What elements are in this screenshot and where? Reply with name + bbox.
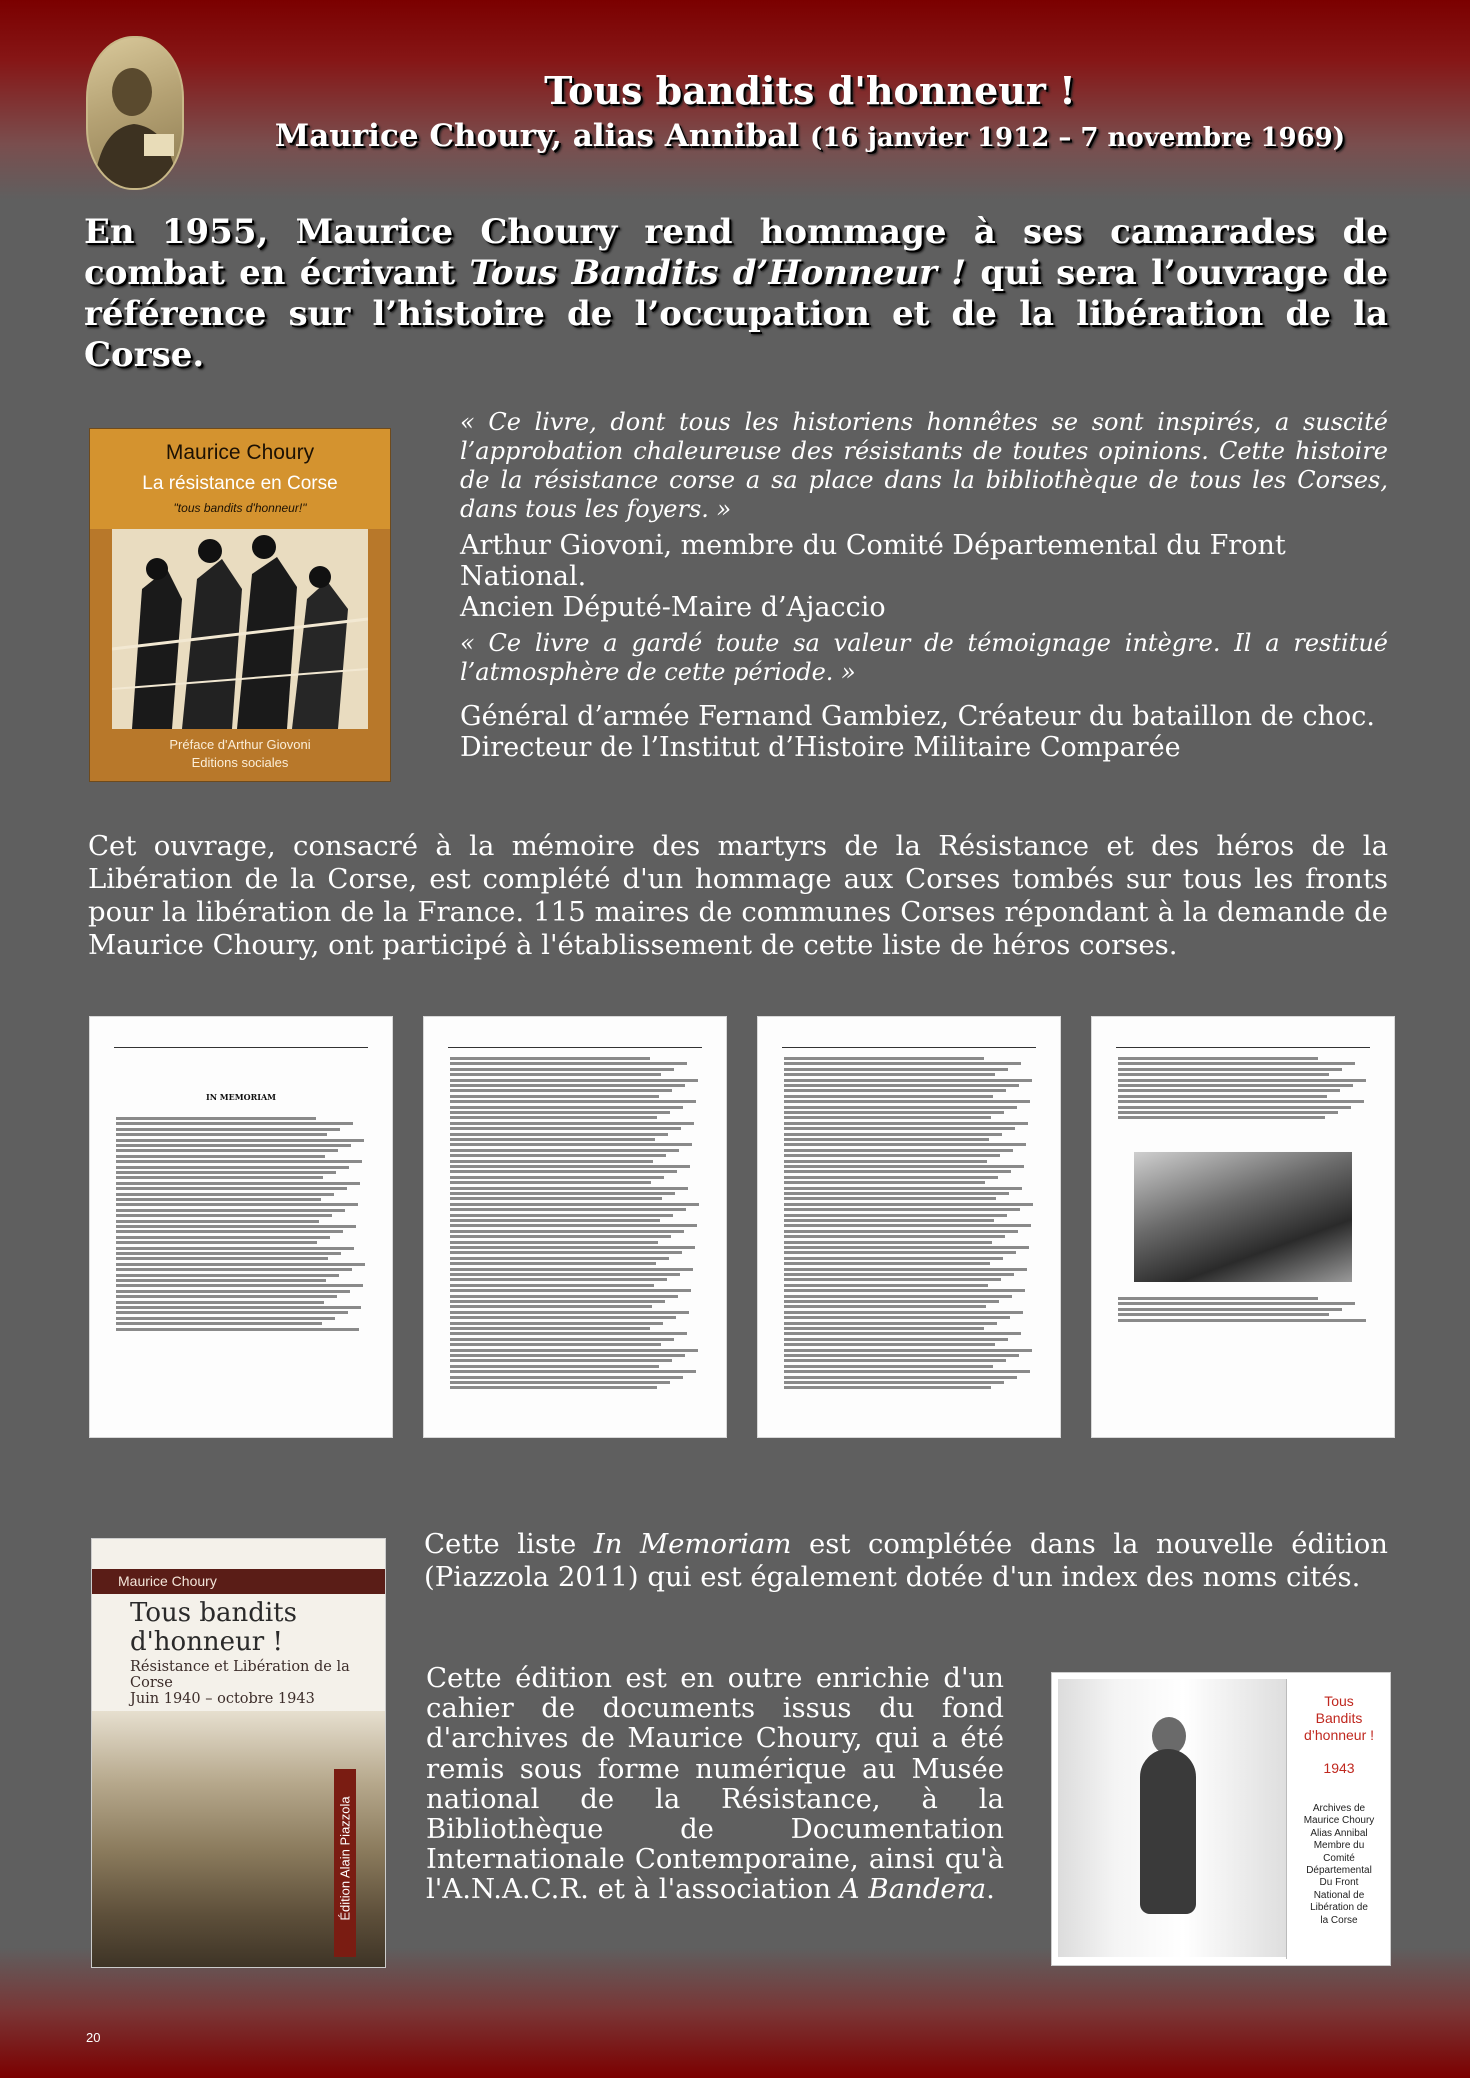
scan-text-line (450, 1068, 674, 1071)
scan-text-line (450, 1246, 695, 1249)
scan-text-line (116, 1295, 337, 1298)
scan-text-line (116, 1193, 334, 1196)
intro-text-1: En 1955, Maurice Choury rend hommage à ses camarades de combat en écrivant (84, 212, 1388, 293)
scan-text-line (784, 1192, 1009, 1195)
cover-author: Maurice Choury (165, 441, 315, 464)
scan-text-line (116, 1225, 356, 1228)
scan-text-line (450, 1370, 696, 1373)
scan-text-line (450, 1241, 658, 1244)
intro-book-title: Tous Bandits d’Honneur ! (469, 253, 967, 293)
scan-text-line (1118, 1079, 1366, 1082)
scan-text-line (116, 1122, 353, 1125)
scan-text-line (450, 1278, 667, 1281)
scan-text-line (450, 1138, 655, 1141)
scan-text-line (784, 1235, 1005, 1238)
scan-text-line (116, 1144, 351, 1147)
scan-memoriam-heading: IN MEMORIAM (205, 1092, 277, 1102)
scan-text-line (784, 1133, 1002, 1136)
scan-text-line (450, 1100, 696, 1103)
scan-text-line (116, 1322, 322, 1325)
scan-text-line (450, 1230, 684, 1233)
scan-text-line (784, 1079, 1032, 1082)
scan-text-line (784, 1197, 996, 1200)
scan-text-line (116, 1209, 345, 1212)
scan-text-line (116, 1306, 361, 1309)
scan-text-line (116, 1155, 325, 1158)
scan-text-line (784, 1116, 991, 1119)
scan-text-line (116, 1128, 340, 1131)
scan-text-line (784, 1349, 1032, 1352)
scan-text-line (784, 1289, 1025, 1292)
card-red-title-1: Tous (1324, 1693, 1354, 1709)
scan-text-line (116, 1247, 354, 1250)
scan-text-line (784, 1219, 994, 1222)
scan-text-line (450, 1057, 650, 1060)
scan-text-line (116, 1284, 363, 1287)
scan-text-line (116, 1133, 327, 1136)
scan-text-line (116, 1317, 335, 1320)
card-caption-2: Maurice Choury (1303, 1815, 1375, 1827)
scan-text-line (450, 1160, 653, 1163)
scan-text-line (784, 1305, 986, 1308)
scan-text-line (1118, 1073, 1329, 1076)
intro-paragraph (84, 212, 1388, 376)
cover-subtitle: "tous bandits d'honneur!" (173, 501, 307, 515)
scan-text-line (116, 1182, 360, 1185)
scan-text-line (784, 1370, 1030, 1373)
scan-text-line (450, 1208, 686, 1211)
scan-text-line (450, 1257, 669, 1260)
scan-text-line (450, 1251, 682, 1254)
scan-text-line (450, 1224, 697, 1227)
scan-text-line (784, 1268, 1027, 1271)
scan-text-line (784, 1181, 985, 1184)
scan-text-line (450, 1165, 690, 1168)
card-photo-figure (1140, 1749, 1196, 1914)
scan-text-line (784, 1365, 993, 1368)
scan-text-line (784, 1208, 1020, 1211)
scan-text-line (116, 1290, 350, 1293)
intro-text-2: qui sera l’ouvrage de référence sur l’histoire de l’occupation et de la libération de la Corse. (84, 253, 1388, 375)
scan-text-line (450, 1149, 679, 1152)
scan-text-line (116, 1160, 362, 1163)
scan-text-line (450, 1273, 680, 1276)
scan-text-line (450, 1170, 677, 1173)
scan-text-line (450, 1219, 660, 1222)
scan-text-line (450, 1127, 681, 1130)
scan-text-line (450, 1311, 689, 1314)
scan-text-line (1118, 1297, 1318, 1300)
card-caption-5: Comité (1323, 1852, 1355, 1864)
card-caption-3: Alias Annibal (1310, 1827, 1368, 1839)
scan-text-line (784, 1095, 993, 1098)
scan-text-line (784, 1338, 1008, 1341)
archives-paragraph (426, 1663, 1004, 1905)
scan-text-line (450, 1381, 670, 1384)
scan-text-line (450, 1197, 662, 1200)
scan-text-line (450, 1106, 683, 1109)
scan-text-line (450, 1154, 666, 1157)
scan-text-line (784, 1343, 995, 1346)
scan-text-line (784, 1327, 984, 1330)
page-subtitle (190, 118, 1430, 154)
scan-text-line (784, 1284, 988, 1287)
portrait-figure (88, 38, 182, 188)
scan-text-line (784, 1311, 1023, 1314)
scan-text-line (784, 1057, 984, 1060)
scan-text-line (1118, 1106, 1351, 1109)
quote-attribution-giovoni-2: Ancien Député-Maire d’Ajaccio (460, 592, 886, 623)
scan-text-line (784, 1251, 1016, 1254)
scan-text-line (1118, 1111, 1338, 1114)
scan-text-line (784, 1100, 1030, 1103)
scan-text-line (116, 1214, 332, 1217)
scan-text-line (450, 1322, 663, 1325)
card-caption-9: Libération de (1310, 1902, 1368, 1914)
scan-text-line (784, 1154, 1000, 1157)
scan-text-line (116, 1117, 316, 1120)
scan-text-line (450, 1084, 685, 1087)
card-red-title-2: Bandits (1315, 1710, 1363, 1726)
card-caption-1: Archives de (1312, 1803, 1366, 1814)
scan-text-line (116, 1203, 358, 1206)
archives-card (1051, 1672, 1391, 1966)
cover2-subtitle-line-2: Juin 1940 – octobre 1943 (130, 1691, 315, 1707)
cover2-title-line-2: d'honneur ! (130, 1627, 283, 1657)
scan-text-line (784, 1106, 1017, 1109)
scan-text-line (450, 1062, 687, 1065)
subtitle-name: Maurice Choury, alias Annibal (274, 118, 800, 154)
scan-text-line (450, 1343, 661, 1346)
scan-text-line (1118, 1095, 1327, 1098)
scan-text-line (784, 1257, 1003, 1260)
scan-text-line (450, 1284, 654, 1287)
para3-text-1: Cette liste (424, 1528, 594, 1560)
book-cover-2011 (91, 1538, 386, 1968)
scan-text-line (450, 1235, 671, 1238)
scan-text-line (450, 1181, 651, 1184)
portrait-photo (86, 36, 184, 190)
card-year: 1943 (1323, 1760, 1355, 1776)
scan-page-2 (423, 1016, 727, 1438)
card-caption-10: la Corse (1320, 1914, 1358, 1926)
scan-text-line (784, 1381, 1004, 1384)
book-cover-1955 (89, 428, 391, 782)
scan-text-line (1118, 1116, 1325, 1119)
scan-text-line (784, 1203, 1033, 1206)
quote-attribution-gambiez-2: Directeur de l’Institut d’Histoire Militaire Comparée (460, 732, 1181, 763)
scan-text-line (784, 1224, 1031, 1227)
card-photo (1058, 1679, 1286, 1957)
scan-text-line (116, 1301, 324, 1304)
scan-text-line (784, 1322, 997, 1325)
scan-text-line (784, 1359, 1006, 1362)
quote-attribution-giovoni-1: Arthur Giovoni, membre du Comité Départemental du Front National. (460, 530, 1286, 592)
para3-text-2: est complétée dans la nouvelle édition (Piazzola 2011) qui est également dotée d'un index des noms cités. (424, 1528, 1388, 1593)
scan-page-4 (1091, 1016, 1395, 1438)
scan-text-line (784, 1316, 1010, 1319)
scan-text-line (784, 1230, 1018, 1233)
card-red-title-3: d’honneur ! (1303, 1727, 1375, 1743)
scan-text-line (784, 1165, 1024, 1168)
scan-text-line (116, 1263, 365, 1266)
scan-text-line (784, 1187, 1022, 1190)
scan-text-line (450, 1386, 657, 1389)
scan-text-line (450, 1095, 659, 1098)
scan-text-line (784, 1295, 1012, 1298)
scan-text-line (450, 1327, 650, 1330)
scan-text-line (450, 1176, 664, 1179)
card-caption-4: Membre du (1313, 1840, 1365, 1852)
scan-text-line (784, 1138, 989, 1141)
scan-text-line (1118, 1057, 1318, 1060)
scan-text-line (784, 1241, 992, 1244)
scan-text-line (784, 1376, 1017, 1379)
scan-text-line (784, 1084, 1019, 1087)
para4-text-2: . (986, 1873, 995, 1906)
scan-text-line (1118, 1089, 1340, 1092)
scan-text-line (116, 1279, 326, 1282)
cover2-publisher: Édition Alain Piazzola (337, 1796, 353, 1921)
scan-text-line (450, 1316, 676, 1319)
scan-page-1 (89, 1016, 393, 1438)
card-caption-6: Départemental (1306, 1865, 1372, 1877)
cover2-subtitle (130, 1659, 385, 1707)
para3-italic: In Memoriam (593, 1528, 792, 1560)
scan-text-line (1118, 1084, 1353, 1087)
scan-text-line (784, 1278, 1001, 1281)
scan-text-line (1118, 1319, 1366, 1322)
scan-text-line (784, 1149, 1013, 1152)
scan-text-line (450, 1192, 675, 1195)
scan-text-line (450, 1300, 665, 1303)
scan-text-line (116, 1187, 347, 1190)
scan-text-line (450, 1079, 698, 1082)
scan-text-line (116, 1236, 330, 1239)
scan-text-line (116, 1149, 338, 1152)
scan-text-line (116, 1252, 341, 1255)
scan-text-line (784, 1122, 1028, 1125)
scan-text-line (784, 1170, 1011, 1173)
scan-text-line (450, 1089, 672, 1092)
scan-text-line (450, 1354, 685, 1357)
cover2-title-line-1: Tous bandits (130, 1598, 297, 1628)
scan-text-line (450, 1376, 683, 1379)
scan-text-line (784, 1127, 1015, 1130)
scan-photo (1134, 1152, 1352, 1282)
scan-text-line (784, 1214, 1007, 1217)
scan-text-line (450, 1268, 693, 1271)
scan-text-line (116, 1139, 364, 1142)
scan-text-line (784, 1386, 991, 1389)
quote-giovoni: « Ce livre, dont tous les historiens honnêtes se sont inspirés, a suscité l’approbation chaleureuse des résistants de toutes opinions. Cette histoire de la résistance corse a sa place dans la bibliothèque de tous les Corses, dans tous les foyers. » (460, 408, 1388, 523)
scan-text-line (116, 1257, 328, 1260)
scan-text-line (116, 1166, 349, 1169)
scan-text-line (450, 1073, 661, 1076)
scan-text-line (784, 1062, 1021, 1065)
scan-text-line (116, 1220, 319, 1223)
quotes-block (460, 408, 1388, 763)
cover2-subtitle-line-1: Résistance et Libération de la Corse (130, 1659, 350, 1691)
cover-illustration (112, 529, 368, 729)
scan-text-line (450, 1187, 688, 1190)
scan-text-line (1118, 1302, 1355, 1305)
scan-text-line (450, 1214, 673, 1217)
scan-page-3 (757, 1016, 1061, 1438)
scan-text-line (1118, 1062, 1355, 1065)
cover-title: La résistance en Corse (142, 473, 338, 494)
page-number: 20 (86, 2030, 101, 2045)
scan-text-line (450, 1359, 672, 1362)
cover2-author: Maurice Choury (118, 1573, 217, 1589)
scan-text-line (450, 1262, 656, 1265)
quote-attribution-gambiez-1: Général d’armée Fernand Gambiez, Créateur du bataillon de choc. (460, 701, 1375, 732)
scan-text-line (450, 1143, 692, 1146)
scan-text-line (116, 1230, 343, 1233)
scan-text-line (116, 1241, 317, 1244)
card-divider (1286, 1679, 1287, 1959)
scan-text-line (784, 1332, 1021, 1335)
scan-text-line (784, 1160, 987, 1163)
card-caption (1288, 1673, 1390, 1927)
scan-text-line (784, 1246, 1029, 1249)
page-title: Tous bandits d'honneur ! (544, 68, 1076, 113)
scan-text-line (116, 1171, 336, 1174)
scan-text-line (450, 1111, 670, 1114)
scan-text-line (116, 1328, 359, 1331)
subtitle-dates: (16 janvier 1912 – 7 novembre 1969) (809, 123, 1346, 153)
scan-text-line (784, 1073, 995, 1076)
cover-preface: Préface d'Arthur Giovoni (169, 737, 311, 752)
card-caption-8: National de (1313, 1889, 1365, 1901)
cover2-title (130, 1599, 297, 1657)
scan-text-line (784, 1111, 1004, 1114)
scan-text-line (116, 1176, 323, 1179)
para4-text-1: Cette édition est en outre enrichie d'un cahier de documents issus du fond d'archives de Maurice Choury, qui a été remis sous forme numérique au Musée national de la Résistance, à la Bibliothèque de Documentation Internationale Contemporaine, ainsi qu'à l'A.N.A.C.R. et à l'association (426, 1662, 1004, 1906)
scan-text-line (450, 1305, 652, 1308)
scan-text-line (116, 1198, 321, 1201)
scan-text-line (450, 1338, 674, 1341)
scan-text-line (450, 1203, 699, 1206)
scan-text-line (450, 1122, 694, 1125)
cover2-publisher-band (334, 1769, 356, 1957)
scan-text-line (784, 1143, 1026, 1146)
card-caption-7: Du Front (1319, 1877, 1359, 1889)
scan-text-line (784, 1089, 1006, 1092)
scan-text-line (116, 1268, 352, 1271)
para4-italic: A Bandera (839, 1873, 987, 1906)
scan-text-line (784, 1176, 998, 1179)
scan-text-line (450, 1365, 659, 1368)
scan-text-line (450, 1295, 678, 1298)
scan-text-line (784, 1068, 1008, 1071)
scan-text-line (1118, 1313, 1329, 1316)
scan-text-line (1118, 1068, 1342, 1071)
scan-text-line (784, 1300, 999, 1303)
scan-text-line (450, 1116, 657, 1119)
scan-text-line (450, 1332, 687, 1335)
scan-text-line (116, 1311, 348, 1314)
scan-text-line (1118, 1308, 1342, 1311)
scan-text-line (784, 1262, 990, 1265)
quote-gambiez: « Ce livre a gardé toute sa valeur de témoignage intègre. Il a restitué l’atmosphère de cette période. » (460, 629, 1388, 686)
scan-text-line (450, 1133, 668, 1136)
scan-text-line (784, 1273, 1014, 1276)
scan-text-line (116, 1274, 339, 1277)
scan-text-line (450, 1349, 698, 1352)
scan-text-line (1118, 1100, 1364, 1103)
cover-publisher: Editions sociales (191, 755, 289, 770)
scan-text-line (450, 1289, 691, 1292)
new-edition-paragraph (424, 1528, 1388, 1594)
scan-text-line (784, 1354, 1019, 1357)
memoriam-paragraph: Cet ouvrage, consacré à la mémoire des martyrs de la Résistance et des héros de la Libération de la Corse, est complété d'un hommage aux Corses tombés sur tous les fronts pour la libération de la France. 115 maires de communes Corses répondant à la demande de Maurice Choury, ont participé à l'établissement de cette liste de héros corses. (88, 830, 1388, 961)
